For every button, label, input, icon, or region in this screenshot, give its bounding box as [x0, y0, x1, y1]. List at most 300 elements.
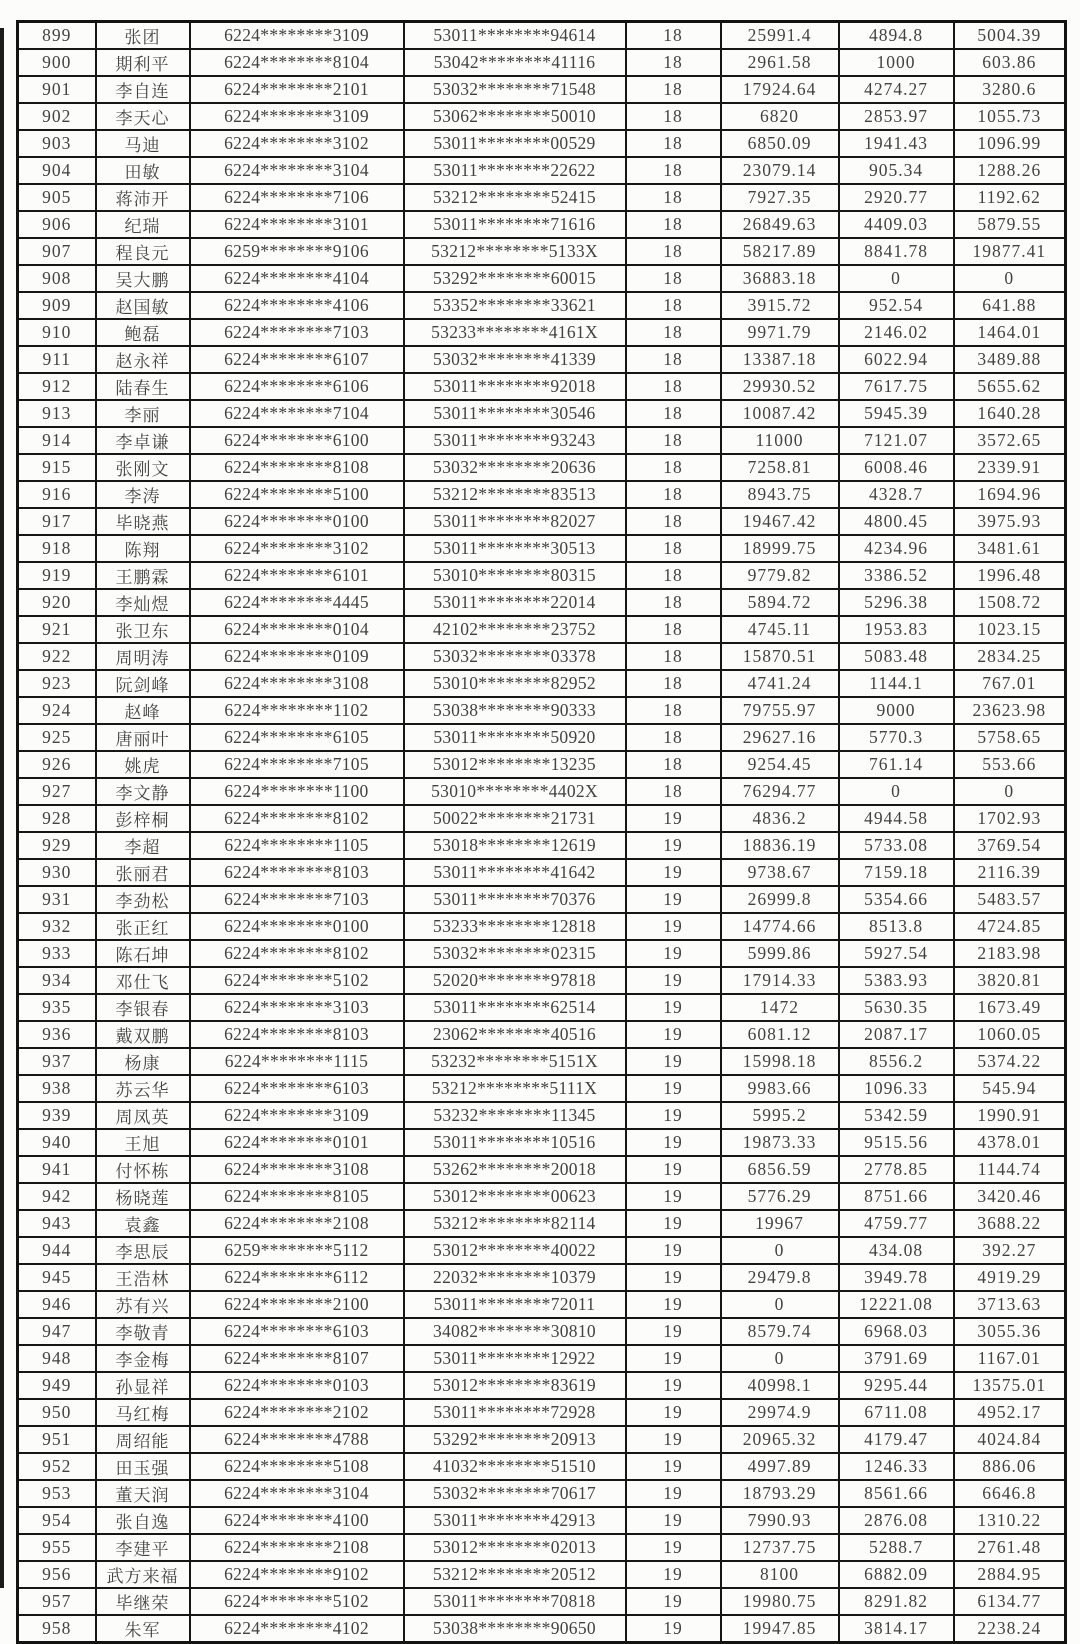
table-row [18, 1291, 1066, 1318]
cell-name: 鲍磊 [96, 319, 190, 346]
cell-amount1: 9254.45 [721, 751, 839, 778]
cell-amount1: 5999.86 [721, 940, 839, 967]
cell-amount3: 603.86 [954, 49, 1066, 76]
cell-seq: 915 [18, 454, 96, 481]
cell-seq: 932 [18, 913, 96, 940]
cell-amount2: 9295.44 [839, 1372, 954, 1399]
cell-id: 53038********90333 [404, 697, 626, 724]
cell-amount2: 4800.45 [839, 508, 954, 535]
table-row [18, 697, 1066, 724]
table-row [18, 1021, 1066, 1048]
cell-card: 6224********0100 [190, 913, 404, 940]
cell-amount1: 6850.09 [721, 130, 839, 157]
cell-period: 19 [626, 1318, 721, 1345]
cell-amount1: 18793.29 [721, 1480, 839, 1507]
cell-id: 53232********11345 [404, 1102, 626, 1129]
cell-amount1: 76294.77 [721, 778, 839, 805]
cell-seq: 931 [18, 886, 96, 913]
cell-id: 53011********10516 [404, 1129, 626, 1156]
cell-amount1: 4836.2 [721, 805, 839, 832]
cell-amount3: 1096.99 [954, 130, 1066, 157]
cell-amount3: 1990.91 [954, 1102, 1066, 1129]
cell-amount2: 1000 [839, 49, 954, 76]
cell-card: 6224********4104 [190, 265, 404, 292]
cell-card: 6224********7103 [190, 319, 404, 346]
cell-name: 张正红 [96, 913, 190, 940]
cell-amount2: 5733.08 [839, 832, 954, 859]
cell-period: 19 [626, 1264, 721, 1291]
cell-seq: 954 [18, 1507, 96, 1534]
table-row [18, 832, 1066, 859]
cell-card: 6259********9106 [190, 238, 404, 265]
cell-id: 53011********93243 [404, 427, 626, 454]
cell-period: 18 [626, 238, 721, 265]
cell-amount2: 8291.82 [839, 1588, 954, 1615]
cell-seq: 906 [18, 211, 96, 238]
cell-amount3: 3820.81 [954, 967, 1066, 994]
cell-id: 53010********82952 [404, 670, 626, 697]
cell-seq: 939 [18, 1102, 96, 1129]
cell-seq: 902 [18, 103, 96, 130]
cell-seq: 935 [18, 994, 96, 1021]
cell-amount1: 29930.52 [721, 373, 839, 400]
cell-period: 18 [626, 373, 721, 400]
table-row [18, 1480, 1066, 1507]
cell-name: 李文静 [96, 778, 190, 805]
cell-name: 周凤英 [96, 1102, 190, 1129]
cell-card: 6224********0104 [190, 616, 404, 643]
cell-amount1: 9738.67 [721, 859, 839, 886]
cell-period: 19 [626, 1075, 721, 1102]
records-table [16, 20, 1067, 1644]
cell-period: 19 [626, 832, 721, 859]
table-row [18, 1075, 1066, 1102]
cell-amount2: 2920.77 [839, 184, 954, 211]
cell-amount2: 3791.69 [839, 1345, 954, 1372]
cell-seq: 926 [18, 751, 96, 778]
cell-amount1: 19947.85 [721, 1615, 839, 1643]
cell-card: 6224********1102 [190, 697, 404, 724]
cell-name: 苏云华 [96, 1075, 190, 1102]
cell-seq: 938 [18, 1075, 96, 1102]
table-row [18, 751, 1066, 778]
cell-card: 6224********5102 [190, 967, 404, 994]
table-row [18, 1588, 1066, 1615]
cell-seq: 923 [18, 670, 96, 697]
table-row [18, 1507, 1066, 1534]
cell-id: 53011********22622 [404, 157, 626, 184]
cell-amount1: 19967 [721, 1210, 839, 1237]
cell-seq: 933 [18, 940, 96, 967]
cell-name: 戴双鹏 [96, 1021, 190, 1048]
cell-period: 19 [626, 1102, 721, 1129]
cell-card: 6224********2102 [190, 1399, 404, 1426]
table-row [18, 400, 1066, 427]
cell-amount2: 4759.77 [839, 1210, 954, 1237]
cell-amount2: 5630.35 [839, 994, 954, 1021]
cell-card: 6224********4445 [190, 589, 404, 616]
cell-amount1: 1472 [721, 994, 839, 1021]
cell-id: 53012********40022 [404, 1237, 626, 1264]
table-row [18, 373, 1066, 400]
cell-amount3: 1023.15 [954, 616, 1066, 643]
cell-amount1: 29479.8 [721, 1264, 839, 1291]
cell-amount3: 1996.48 [954, 562, 1066, 589]
cell-id: 53038********90650 [404, 1615, 626, 1643]
cell-amount2: 4234.96 [839, 535, 954, 562]
cell-amount2: 4274.27 [839, 76, 954, 103]
cell-amount1: 5995.2 [721, 1102, 839, 1129]
cell-period: 19 [626, 1453, 721, 1480]
cell-id: 53233********12818 [404, 913, 626, 940]
table-row [18, 1264, 1066, 1291]
cell-amount2: 952.54 [839, 292, 954, 319]
cell-seq: 944 [18, 1237, 96, 1264]
cell-id: 53011********62514 [404, 994, 626, 1021]
cell-seq: 950 [18, 1399, 96, 1426]
cell-id: 53011********92018 [404, 373, 626, 400]
cell-amount2: 6882.09 [839, 1561, 954, 1588]
cell-amount2: 0 [839, 265, 954, 292]
cell-period: 18 [626, 535, 721, 562]
cell-amount1: 26849.63 [721, 211, 839, 238]
cell-amount3: 5879.55 [954, 211, 1066, 238]
cell-amount1: 5894.72 [721, 589, 839, 616]
cell-amount1: 19980.75 [721, 1588, 839, 1615]
table-row [18, 103, 1066, 130]
table-row [18, 1183, 1066, 1210]
cell-amount1: 8943.75 [721, 481, 839, 508]
cell-amount3: 2761.48 [954, 1534, 1066, 1561]
cell-id: 53011********72011 [404, 1291, 626, 1318]
cell-id: 53212********52415 [404, 184, 626, 211]
cell-id: 53292********20913 [404, 1426, 626, 1453]
cell-card: 6224********6101 [190, 562, 404, 589]
cell-name: 苏有兴 [96, 1291, 190, 1318]
table-row [18, 886, 1066, 913]
cell-card: 6224********7105 [190, 751, 404, 778]
cell-period: 18 [626, 508, 721, 535]
table-row [18, 1534, 1066, 1561]
cell-period: 19 [626, 940, 721, 967]
cell-name: 陈石坤 [96, 940, 190, 967]
table-row [18, 211, 1066, 238]
table-row [18, 1561, 1066, 1588]
cell-card: 6259********5112 [190, 1237, 404, 1264]
cell-id: 34082********30810 [404, 1318, 626, 1345]
cell-seq: 918 [18, 535, 96, 562]
table-row [18, 1156, 1066, 1183]
cell-amount2: 434.08 [839, 1237, 954, 1264]
cell-amount2: 7121.07 [839, 427, 954, 454]
cell-id: 53012********83619 [404, 1372, 626, 1399]
cell-amount3: 1144.74 [954, 1156, 1066, 1183]
cell-amount3: 641.88 [954, 292, 1066, 319]
cell-seq: 928 [18, 805, 96, 832]
cell-seq: 942 [18, 1183, 96, 1210]
table-row [18, 859, 1066, 886]
cell-amount2: 8841.78 [839, 238, 954, 265]
cell-amount1: 15998.18 [721, 1048, 839, 1075]
table-row [18, 454, 1066, 481]
cell-amount2: 6711.08 [839, 1399, 954, 1426]
cell-name: 武方来福 [96, 1561, 190, 1588]
cell-card: 6224********1105 [190, 832, 404, 859]
cell-period: 19 [626, 1480, 721, 1507]
cell-seq: 955 [18, 1534, 96, 1561]
cell-seq: 929 [18, 832, 96, 859]
cell-amount3: 5004.39 [954, 22, 1066, 50]
cell-amount1: 25991.4 [721, 22, 839, 50]
table-row [18, 1345, 1066, 1372]
cell-name: 李自连 [96, 76, 190, 103]
cell-amount1: 40998.1 [721, 1372, 839, 1399]
cell-amount3: 4919.29 [954, 1264, 1066, 1291]
cell-amount2: 2087.17 [839, 1021, 954, 1048]
cell-seq: 943 [18, 1210, 96, 1237]
cell-amount3: 4952.17 [954, 1399, 1066, 1426]
cell-id: 53011********12922 [404, 1345, 626, 1372]
cell-period: 19 [626, 1426, 721, 1453]
cell-seq: 908 [18, 265, 96, 292]
cell-card: 6224********8103 [190, 859, 404, 886]
cell-amount1: 0 [721, 1237, 839, 1264]
cell-amount1: 26999.8 [721, 886, 839, 913]
cell-amount3: 0 [954, 778, 1066, 805]
table-row [18, 643, 1066, 670]
cell-amount2: 4328.7 [839, 481, 954, 508]
cell-id: 53292********60015 [404, 265, 626, 292]
table-row [18, 508, 1066, 535]
cell-amount2: 1941.43 [839, 130, 954, 157]
cell-id: 53232********5151X [404, 1048, 626, 1075]
cell-seq: 936 [18, 1021, 96, 1048]
cell-id: 53212********82114 [404, 1210, 626, 1237]
cell-name: 马红梅 [96, 1399, 190, 1426]
table-row [18, 670, 1066, 697]
cell-seq: 916 [18, 481, 96, 508]
table-row [18, 1399, 1066, 1426]
cell-period: 18 [626, 778, 721, 805]
cell-id: 53011********70818 [404, 1588, 626, 1615]
table-row [18, 589, 1066, 616]
cell-amount1: 0 [721, 1345, 839, 1372]
cell-amount1: 23079.14 [721, 157, 839, 184]
table-row [18, 1210, 1066, 1237]
table-row [18, 292, 1066, 319]
cell-name: 李金梅 [96, 1345, 190, 1372]
cell-seq: 917 [18, 508, 96, 535]
cell-amount3: 1060.05 [954, 1021, 1066, 1048]
cell-id: 53011********00529 [404, 130, 626, 157]
cell-amount3: 3055.36 [954, 1318, 1066, 1345]
cell-seq: 945 [18, 1264, 96, 1291]
cell-card: 6224********6100 [190, 427, 404, 454]
cell-id: 52020********97818 [404, 967, 626, 994]
cell-period: 19 [626, 1021, 721, 1048]
cell-card: 6224********8107 [190, 1345, 404, 1372]
cell-period: 18 [626, 184, 721, 211]
cell-name: 程良元 [96, 238, 190, 265]
cell-id: 53032********70617 [404, 1480, 626, 1507]
cell-id: 53011********22014 [404, 589, 626, 616]
cell-card: 6224********3103 [190, 994, 404, 1021]
cell-name: 董天润 [96, 1480, 190, 1507]
cell-id: 53233********4161X [404, 319, 626, 346]
cell-amount2: 5945.39 [839, 400, 954, 427]
table-row [18, 49, 1066, 76]
cell-id: 53212********20512 [404, 1561, 626, 1588]
cell-card: 6224********6103 [190, 1318, 404, 1345]
cell-card: 6224********7106 [190, 184, 404, 211]
cell-name: 邓仕飞 [96, 967, 190, 994]
cell-card: 6224********4100 [190, 1507, 404, 1534]
cell-amount3: 5655.62 [954, 373, 1066, 400]
cell-name: 周明涛 [96, 643, 190, 670]
cell-seq: 924 [18, 697, 96, 724]
cell-amount3: 1640.28 [954, 400, 1066, 427]
table-row [18, 1426, 1066, 1453]
table-row [18, 1372, 1066, 1399]
cell-card: 6224********5108 [190, 1453, 404, 1480]
cell-seq: 903 [18, 130, 96, 157]
cell-card: 6224********6103 [190, 1075, 404, 1102]
cell-name: 蒋沛开 [96, 184, 190, 211]
cell-amount2: 8561.66 [839, 1480, 954, 1507]
cell-name: 王鹏霖 [96, 562, 190, 589]
cell-name: 毕继荣 [96, 1588, 190, 1615]
cell-period: 19 [626, 1129, 721, 1156]
cell-card: 6224********8108 [190, 454, 404, 481]
cell-name: 李建平 [96, 1534, 190, 1561]
cell-amount2: 905.34 [839, 157, 954, 184]
cell-period: 18 [626, 589, 721, 616]
cell-amount2: 5770.3 [839, 724, 954, 751]
cell-amount3: 1288.26 [954, 157, 1066, 184]
cell-card: 6224********4102 [190, 1615, 404, 1643]
cell-card: 6224********0101 [190, 1129, 404, 1156]
cell-name: 张卫东 [96, 616, 190, 643]
table-row [18, 967, 1066, 994]
cell-period: 19 [626, 1561, 721, 1588]
cell-period: 19 [626, 1588, 721, 1615]
cell-period: 18 [626, 346, 721, 373]
cell-card: 6224********0103 [190, 1372, 404, 1399]
cell-name: 唐丽叶 [96, 724, 190, 751]
cell-id: 53010********80315 [404, 562, 626, 589]
cell-period: 19 [626, 1615, 721, 1643]
cell-card: 6224********0100 [190, 508, 404, 535]
cell-amount3: 4024.84 [954, 1426, 1066, 1453]
cell-name: 孙显祥 [96, 1372, 190, 1399]
cell-period: 18 [626, 130, 721, 157]
cell-period: 18 [626, 616, 721, 643]
cell-id: 53032********03378 [404, 643, 626, 670]
cell-card: 6224********8103 [190, 1021, 404, 1048]
cell-period: 18 [626, 265, 721, 292]
cell-amount1: 20965.32 [721, 1426, 839, 1453]
cell-amount2: 5383.93 [839, 967, 954, 994]
cell-name: 张丽君 [96, 859, 190, 886]
cell-name: 期利平 [96, 49, 190, 76]
cell-amount2: 7617.75 [839, 373, 954, 400]
cell-amount3: 4724.85 [954, 913, 1066, 940]
cell-period: 18 [626, 76, 721, 103]
cell-seq: 952 [18, 1453, 96, 1480]
cell-card: 6224********1100 [190, 778, 404, 805]
cell-seq: 940 [18, 1129, 96, 1156]
cell-amount2: 761.14 [839, 751, 954, 778]
cell-name: 田玉强 [96, 1453, 190, 1480]
cell-period: 18 [626, 22, 721, 50]
cell-amount2: 3814.17 [839, 1615, 954, 1643]
cell-card: 6224********5102 [190, 1588, 404, 1615]
cell-period: 19 [626, 1048, 721, 1075]
cell-amount3: 6646.8 [954, 1480, 1066, 1507]
cell-name: 吴大鹏 [96, 265, 190, 292]
table-row [18, 427, 1066, 454]
cell-amount2: 5288.7 [839, 1534, 954, 1561]
cell-amount2: 5083.48 [839, 643, 954, 670]
cell-name: 毕晓燕 [96, 508, 190, 535]
cell-name: 李卓谦 [96, 427, 190, 454]
cell-amount3: 2183.98 [954, 940, 1066, 967]
cell-id: 42102********23752 [404, 616, 626, 643]
cell-amount1: 4741.24 [721, 670, 839, 697]
cell-name: 李超 [96, 832, 190, 859]
cell-seq: 909 [18, 292, 96, 319]
cell-amount2: 4179.47 [839, 1426, 954, 1453]
cell-amount1: 5776.29 [721, 1183, 839, 1210]
cell-amount2: 0 [839, 778, 954, 805]
cell-period: 19 [626, 1237, 721, 1264]
cell-seq: 919 [18, 562, 96, 589]
cell-name: 张团 [96, 22, 190, 50]
cell-amount2: 12221.08 [839, 1291, 954, 1318]
cell-period: 18 [626, 481, 721, 508]
cell-id: 53212********5133X [404, 238, 626, 265]
cell-amount1: 19467.42 [721, 508, 839, 535]
cell-seq: 957 [18, 1588, 96, 1615]
cell-amount2: 9515.56 [839, 1129, 954, 1156]
cell-name: 袁鑫 [96, 1210, 190, 1237]
cell-amount3: 2339.91 [954, 454, 1066, 481]
scan-edge-artifact [0, 28, 4, 1588]
cell-period: 19 [626, 1534, 721, 1561]
cell-amount1: 17914.33 [721, 967, 839, 994]
cell-name: 杨康 [96, 1048, 190, 1075]
cell-amount1: 0 [721, 1291, 839, 1318]
cell-amount3: 3420.46 [954, 1183, 1066, 1210]
cell-amount3: 1464.01 [954, 319, 1066, 346]
cell-name: 李天心 [96, 103, 190, 130]
cell-seq: 958 [18, 1615, 96, 1643]
cell-amount2: 4894.8 [839, 22, 954, 50]
cell-id: 53062********50010 [404, 103, 626, 130]
cell-name: 李银春 [96, 994, 190, 1021]
cell-name: 李涛 [96, 481, 190, 508]
table-row [18, 22, 1066, 50]
cell-id: 53032********71548 [404, 76, 626, 103]
cell-name: 陆春生 [96, 373, 190, 400]
cell-seq: 953 [18, 1480, 96, 1507]
cell-period: 18 [626, 49, 721, 76]
cell-period: 19 [626, 886, 721, 913]
cell-amount1: 12737.75 [721, 1534, 839, 1561]
table-row [18, 1453, 1066, 1480]
cell-amount1: 29974.9 [721, 1399, 839, 1426]
cell-card: 6224********7103 [190, 886, 404, 913]
